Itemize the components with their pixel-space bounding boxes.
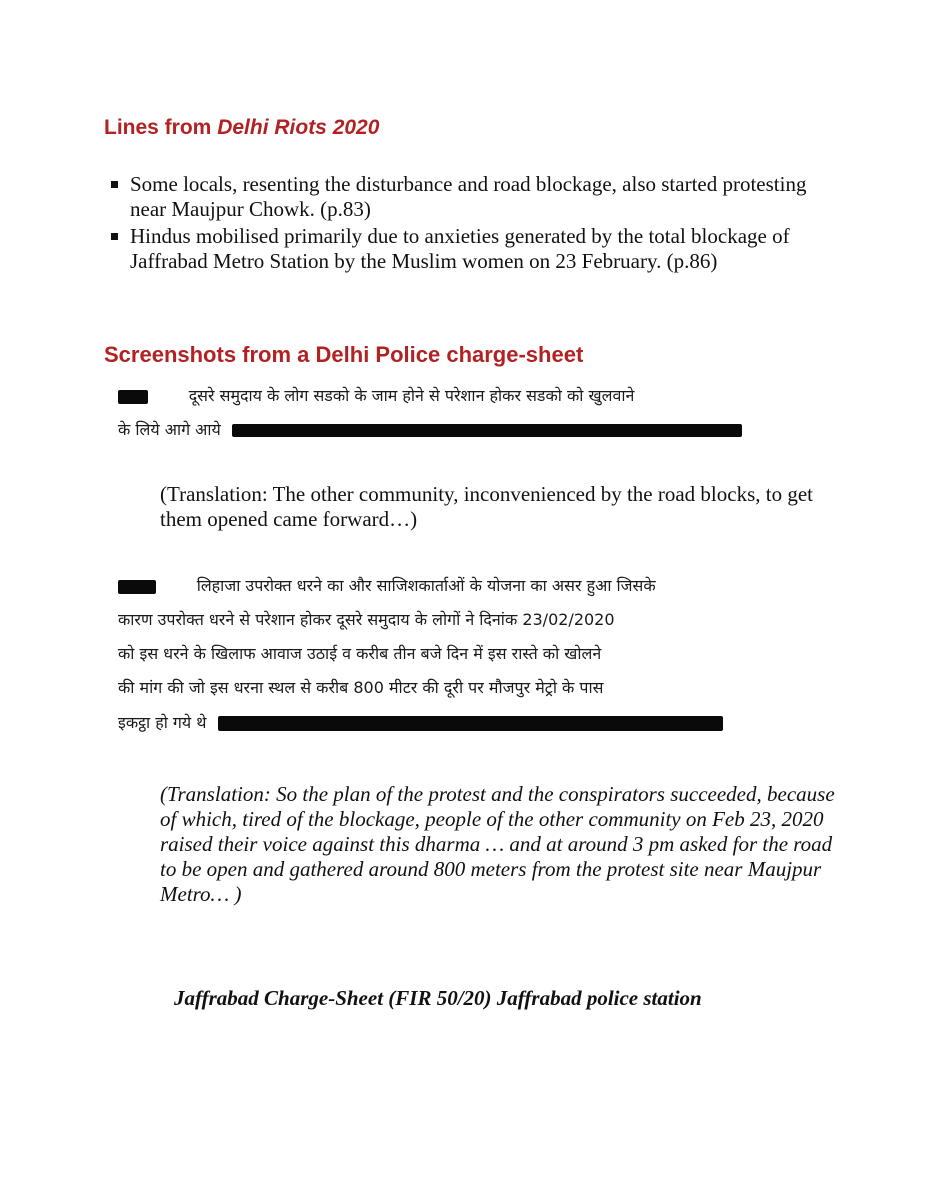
heading-book-title: Delhi Riots 2020 (217, 116, 380, 139)
list-item (104, 172, 824, 222)
heading-prefix: Lines from (104, 116, 218, 139)
scan-line (118, 418, 742, 440)
redaction-bar (118, 390, 148, 404)
scan-line (118, 676, 603, 698)
scan-line (118, 608, 615, 630)
translation-2: (Translation: So the plan of the protest and the conspirators succeeded, because of which, tired of the blockage, people of the other community on Feb 23, 2020 raised their voice against this dharma … and at around 3 pm asked for the road to be open and gathered around 800 meters from the protest site near Maujpur Metro… ) (160, 782, 835, 906)
scan-text: को इस धरने के खिलाफ आवाज उठाई व करीब तीन बजे दिन में इस रास्ते को खोलने (118, 644, 602, 663)
quote-list (104, 172, 824, 276)
list-item (104, 224, 824, 274)
scan-line (118, 574, 656, 596)
scan-text: की मांग की जो इस धरना स्थल से करीब 800 मीटर की दूरी पर मौजपुर मेट्रो के पास (118, 678, 604, 697)
scan-text: कारण उपरोक्त धरने से परेशान होकर दूसरे समुदाय के लोगों ने दिनांक 23/02/2020 (118, 610, 615, 629)
scan-text: दूसरे समुदाय के लोग सडको के जाम होने से परेशान होकर सडको को खुलवाने (188, 386, 635, 405)
redaction-bar (218, 716, 723, 731)
translation-1: (Translation: The other community, inconvenienced by the road blocks, to get them opened came forward…) (160, 482, 813, 531)
scan-text: लिहाजा उपरोक्त धरने का और साजिशकार्ताओं के योजना का असर हुआ जिसके (196, 576, 656, 595)
section-heading-screenshots: Screenshots from a Delhi Police charge-sheet (104, 342, 584, 367)
bullet-square-icon (111, 181, 118, 188)
scan-line (118, 711, 723, 733)
scan-line (118, 384, 634, 406)
redaction-bar (118, 580, 156, 594)
bullet-square-icon (111, 233, 118, 240)
scan-text: इकट्ठा हो गये थे (118, 713, 207, 732)
redaction-bar (232, 424, 742, 437)
scan-line (118, 642, 601, 664)
scan-text: के लिये आगे आये (118, 420, 221, 439)
source-citation: Jaffrabad Charge-Sheet (FIR 50/20) Jaffrabad police station (174, 986, 702, 1010)
list-item-text: Hindus mobilised primarily due to anxieties generated by the total blockage of Jaffrabad Metro Station by the Muslim women on 23 February. (p.86) (130, 224, 790, 273)
list-item-text: Some locals, resenting the disturbance and road blockage, also started protesting near Maujpur Chowk. (p.83) (130, 172, 807, 221)
section-heading-lines (104, 116, 379, 140)
